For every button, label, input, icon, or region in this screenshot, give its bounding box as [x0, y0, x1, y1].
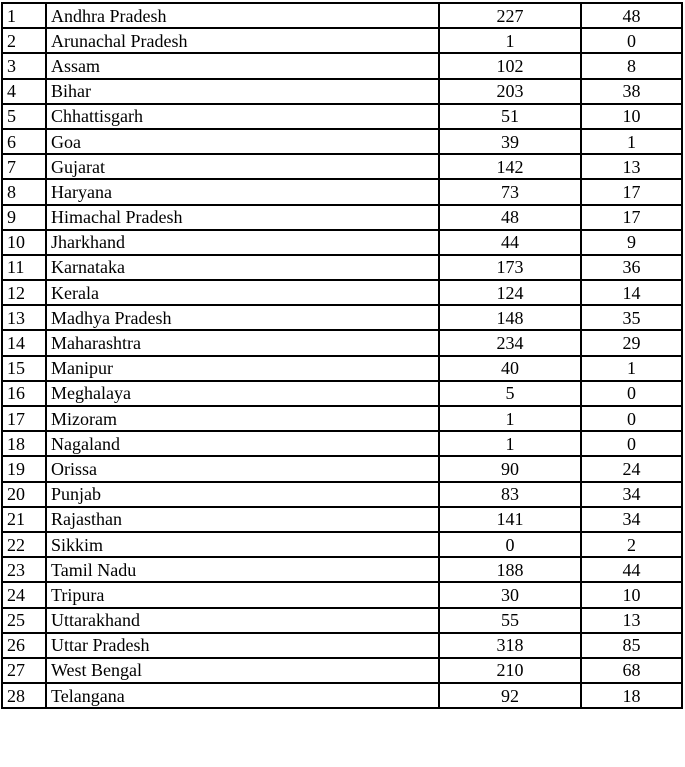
value-2-cell: 1 — [581, 356, 682, 381]
state-name-cell: Maharashtra — [46, 330, 439, 355]
serial-number-cell: 20 — [2, 482, 46, 507]
value-2-cell: 10 — [581, 582, 682, 607]
value-2-cell: 0 — [581, 406, 682, 431]
value-1-cell: 90 — [439, 456, 581, 481]
serial-number-cell: 22 — [2, 532, 46, 557]
serial-number-cell: 18 — [2, 431, 46, 456]
serial-number-cell: 26 — [2, 633, 46, 658]
serial-number-cell: 27 — [2, 658, 46, 683]
state-name-cell: Bihar — [46, 79, 439, 104]
table-row — [2, 53, 682, 78]
serial-number-cell: 28 — [2, 683, 46, 708]
value-2-cell: 38 — [581, 79, 682, 104]
value-1-cell: 73 — [439, 179, 581, 204]
table-row — [2, 79, 682, 104]
value-1-cell: 141 — [439, 507, 581, 532]
state-name-cell: Kerala — [46, 280, 439, 305]
value-2-cell: 14 — [581, 280, 682, 305]
table-row — [2, 230, 682, 255]
value-1-cell: 148 — [439, 305, 581, 330]
serial-number-cell: 4 — [2, 79, 46, 104]
state-name-cell: Uttarakhand — [46, 608, 439, 633]
value-2-cell: 35 — [581, 305, 682, 330]
table-row — [2, 154, 682, 179]
value-2-cell: 0 — [581, 381, 682, 406]
value-1-cell: 124 — [439, 280, 581, 305]
state-name-cell: Sikkim — [46, 532, 439, 557]
table-row — [2, 356, 682, 381]
state-name-cell: Andhra Pradesh — [46, 3, 439, 28]
table-row — [2, 557, 682, 582]
serial-number-cell: 2 — [2, 28, 46, 53]
serial-number-cell: 6 — [2, 129, 46, 154]
state-name-cell: Arunachal Pradesh — [46, 28, 439, 53]
serial-number-cell: 21 — [2, 507, 46, 532]
serial-number-cell: 5 — [2, 104, 46, 129]
table-row — [2, 658, 682, 683]
state-name-cell: Assam — [46, 53, 439, 78]
value-1-cell: 203 — [439, 79, 581, 104]
value-1-cell: 44 — [439, 230, 581, 255]
value-1-cell: 83 — [439, 482, 581, 507]
serial-number-cell: 17 — [2, 406, 46, 431]
table-row — [2, 330, 682, 355]
table-row — [2, 482, 682, 507]
value-1-cell: 318 — [439, 633, 581, 658]
state-name-cell: Orissa — [46, 456, 439, 481]
state-name-cell: Chhattisgarh — [46, 104, 439, 129]
table-row — [2, 129, 682, 154]
state-name-cell: Punjab — [46, 482, 439, 507]
value-1-cell: 1 — [439, 406, 581, 431]
table-row — [2, 179, 682, 204]
state-name-cell: Nagaland — [46, 431, 439, 456]
serial-number-cell: 13 — [2, 305, 46, 330]
table-row — [2, 305, 682, 330]
serial-number-cell: 15 — [2, 356, 46, 381]
state-name-cell: Uttar Pradesh — [46, 633, 439, 658]
value-1-cell: 188 — [439, 557, 581, 582]
value-1-cell: 55 — [439, 608, 581, 633]
value-2-cell: 34 — [581, 507, 682, 532]
value-1-cell: 51 — [439, 104, 581, 129]
value-2-cell: 29 — [581, 330, 682, 355]
state-name-cell: Tripura — [46, 582, 439, 607]
value-2-cell: 0 — [581, 28, 682, 53]
value-1-cell: 1 — [439, 431, 581, 456]
state-name-cell: Rajasthan — [46, 507, 439, 532]
value-2-cell: 48 — [581, 3, 682, 28]
value-2-cell: 13 — [581, 608, 682, 633]
serial-number-cell: 3 — [2, 53, 46, 78]
value-2-cell: 2 — [581, 532, 682, 557]
serial-number-cell: 9 — [2, 205, 46, 230]
table-row — [2, 3, 682, 28]
serial-number-cell: 10 — [2, 230, 46, 255]
serial-number-cell: 7 — [2, 154, 46, 179]
serial-number-cell: 11 — [2, 255, 46, 280]
table-row — [2, 532, 682, 557]
state-name-cell: Goa — [46, 129, 439, 154]
states-table — [1, 2, 683, 709]
table-row — [2, 608, 682, 633]
serial-number-cell: 24 — [2, 582, 46, 607]
state-name-cell: Mizoram — [46, 406, 439, 431]
value-1-cell: 173 — [439, 255, 581, 280]
table-row — [2, 255, 682, 280]
value-2-cell: 13 — [581, 154, 682, 179]
value-2-cell: 68 — [581, 658, 682, 683]
value-2-cell: 17 — [581, 179, 682, 204]
value-2-cell: 17 — [581, 205, 682, 230]
serial-number-cell: 12 — [2, 280, 46, 305]
serial-number-cell: 16 — [2, 381, 46, 406]
value-1-cell: 48 — [439, 205, 581, 230]
value-1-cell: 30 — [439, 582, 581, 607]
state-name-cell: Gujarat — [46, 154, 439, 179]
serial-number-cell: 19 — [2, 456, 46, 481]
table-row — [2, 431, 682, 456]
value-2-cell: 10 — [581, 104, 682, 129]
value-1-cell: 210 — [439, 658, 581, 683]
value-2-cell: 8 — [581, 53, 682, 78]
table-row — [2, 205, 682, 230]
serial-number-cell: 23 — [2, 557, 46, 582]
state-name-cell: Tamil Nadu — [46, 557, 439, 582]
table-row — [2, 582, 682, 607]
table-row — [2, 280, 682, 305]
value-1-cell: 234 — [439, 330, 581, 355]
value-1-cell: 40 — [439, 356, 581, 381]
value-1-cell: 92 — [439, 683, 581, 708]
state-name-cell: Jharkhand — [46, 230, 439, 255]
value-2-cell: 9 — [581, 230, 682, 255]
state-name-cell: Manipur — [46, 356, 439, 381]
state-name-cell: Haryana — [46, 179, 439, 204]
serial-number-cell: 25 — [2, 608, 46, 633]
serial-number-cell: 8 — [2, 179, 46, 204]
value-1-cell: 39 — [439, 129, 581, 154]
value-1-cell: 142 — [439, 154, 581, 179]
value-2-cell: 0 — [581, 431, 682, 456]
state-name-cell: Telangana — [46, 683, 439, 708]
value-1-cell: 1 — [439, 28, 581, 53]
state-name-cell: Karnataka — [46, 255, 439, 280]
table-row — [2, 381, 682, 406]
table-row — [2, 456, 682, 481]
value-2-cell: 24 — [581, 456, 682, 481]
state-name-cell: Meghalaya — [46, 381, 439, 406]
serial-number-cell: 1 — [2, 3, 46, 28]
value-2-cell: 18 — [581, 683, 682, 708]
table-row — [2, 104, 682, 129]
value-2-cell: 44 — [581, 557, 682, 582]
value-1-cell: 0 — [439, 532, 581, 557]
serial-number-cell: 14 — [2, 330, 46, 355]
value-2-cell: 34 — [581, 482, 682, 507]
table-row — [2, 406, 682, 431]
table-row — [2, 28, 682, 53]
value-1-cell: 102 — [439, 53, 581, 78]
state-name-cell: Madhya Pradesh — [46, 305, 439, 330]
table-row — [2, 683, 682, 708]
value-2-cell: 36 — [581, 255, 682, 280]
table-row — [2, 507, 682, 532]
value-1-cell: 5 — [439, 381, 581, 406]
value-2-cell: 1 — [581, 129, 682, 154]
value-2-cell: 85 — [581, 633, 682, 658]
value-1-cell: 227 — [439, 3, 581, 28]
state-name-cell: Himachal Pradesh — [46, 205, 439, 230]
state-name-cell: West Bengal — [46, 658, 439, 683]
table-row — [2, 633, 682, 658]
table-body — [2, 3, 682, 708]
